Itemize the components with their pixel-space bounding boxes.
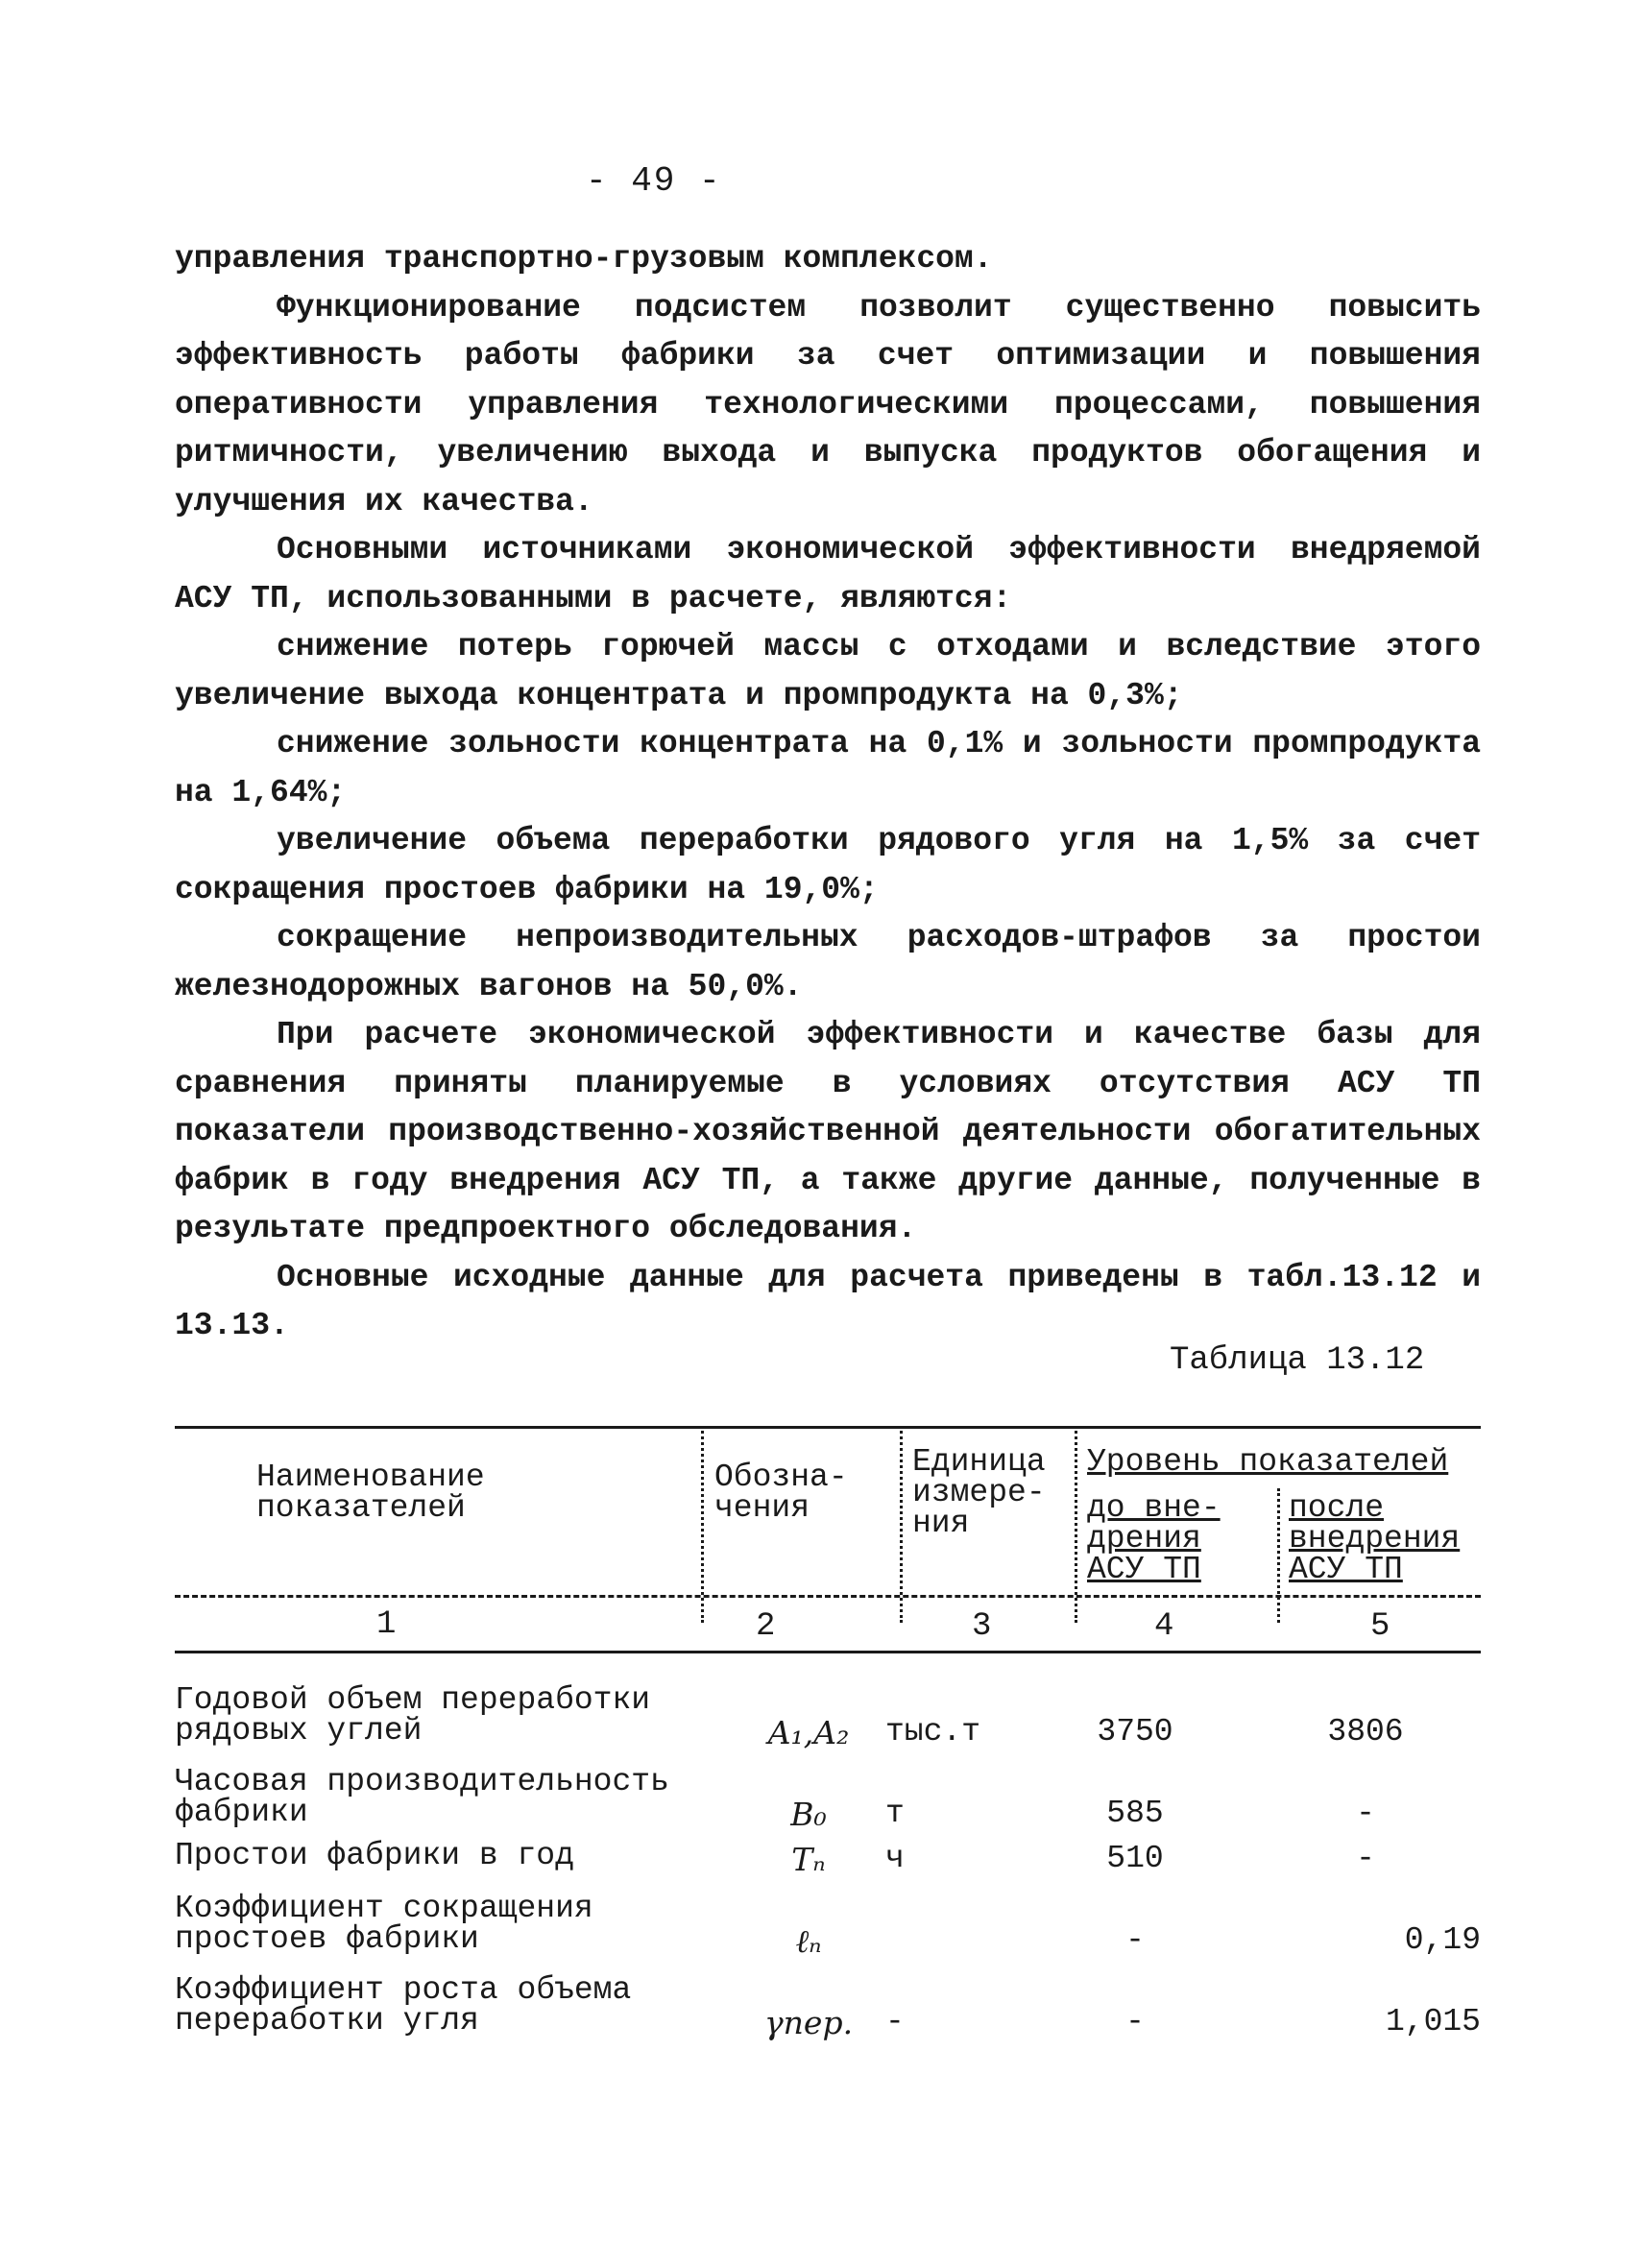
paragraph: снижение зольности концентрата на 0,1% и зольности промпродукта на 1,64%; xyxy=(175,726,1481,810)
row-name: Часовая производительность фабрики xyxy=(175,1764,669,1830)
table-top-rule xyxy=(175,1426,1481,1429)
row-before: 3750 xyxy=(1097,1714,1173,1749)
table-row xyxy=(175,1838,1481,1879)
header-dashed-rule xyxy=(175,1595,1481,1598)
row-symbol: γпер. xyxy=(763,2004,854,2041)
row-before: - xyxy=(1125,2004,1145,2039)
column-divider xyxy=(900,1426,903,1623)
header-level: Уровень показателей xyxy=(1087,1444,1449,1480)
header-unit: Единица измере-ния xyxy=(912,1444,1046,1541)
header-before: до вне-дрения АСУ ТП xyxy=(1087,1490,1221,1587)
header-after: после внедрения АСУ ТП xyxy=(1289,1490,1461,1587)
row-unit: тыс.т xyxy=(885,1714,981,1749)
row-symbol: Tₙ xyxy=(791,1841,826,1878)
row-name: Годовой объем переработки рядовых углей xyxy=(175,1682,651,1749)
paragraph: управления транспортно-грузовым комплексом. xyxy=(175,241,993,277)
column-number: 1 xyxy=(376,1606,397,1643)
paragraph: снижение потерь горючей массы с отходами и вследствие этого увеличение выхода концентрата и промпродукта на 0,3%; xyxy=(175,629,1481,713)
row-unit: - xyxy=(885,2004,905,2039)
row-before: 510 xyxy=(1106,1841,1164,1876)
column-number: 5 xyxy=(1370,1608,1390,1645)
body-text xyxy=(175,235,1481,1351)
header-name: Наименование показателей xyxy=(256,1460,485,1526)
row-unit: ч xyxy=(885,1841,905,1876)
paragraph: Функционирование подсистем позволит существенно повысить эффективность работы фабрики за счет оптимизации и повышения оперативности управления технологическими процессами, повышения ритмичности, увеличению выхода и выпуска продуктов обогащения и улучшения их качества. xyxy=(175,289,1481,519)
row-before: 585 xyxy=(1106,1796,1164,1831)
row-name: Простои фабрики в год xyxy=(175,1838,574,1873)
table-row xyxy=(175,1682,1481,1752)
table-row xyxy=(175,1891,1481,1961)
row-name: Коэффициент роста объема переработки угля xyxy=(175,1972,632,2039)
paragraph: Основными источниками экономической эффективности внедряемой АСУ ТП, использованными в расчете, являются: xyxy=(175,532,1481,616)
row-symbol: A₁,A₂ xyxy=(767,1714,850,1751)
paragraph: При расчете экономической эффективности и качестве базы для сравнения приняты планируемые в условиях отсутствия АСУ ТП показатели производственно-хозяйственной деятельности обогатительных фабрик в году внедрения АСУ ТП, а также другие данные, полученные в результате предпроектного обследования. xyxy=(175,1017,1481,1246)
paragraph: Основные исходные данные для расчета приведены в табл.13.12 и 13.13. xyxy=(175,1259,1481,1343)
row-symbol: ℓₙ xyxy=(795,1922,822,1960)
header-symbol: Обозна-чения xyxy=(714,1460,848,1526)
table-row xyxy=(175,1764,1481,1834)
column-divider xyxy=(1277,1488,1280,1623)
table-row xyxy=(175,1972,1481,2042)
row-before: - xyxy=(1125,1922,1145,1958)
page-number: - 49 - xyxy=(586,161,722,201)
table-caption: Таблица 13.12 xyxy=(1170,1342,1425,1379)
paragraph: увеличение объема переработки рядового угля на 1,5% за счет сокращения простоев фабрики на 19,0%; xyxy=(175,823,1481,907)
row-name: Коэффициент сокращения простоев фабрики xyxy=(175,1891,593,1957)
row-after: 3806 xyxy=(1327,1714,1404,1749)
row-unit: т xyxy=(885,1796,905,1831)
row-after: 0,19 xyxy=(1404,1922,1481,1958)
column-number-rule xyxy=(175,1651,1481,1653)
paragraph: сокращение непроизводительных расходов-штрафов за простои железнодорожных вагонов на 50,0%. xyxy=(175,920,1481,1004)
row-after: 1,015 xyxy=(1385,2004,1481,2039)
column-divider xyxy=(1075,1426,1077,1623)
column-number: 3 xyxy=(972,1608,992,1645)
row-symbol: B₀ xyxy=(790,1796,827,1833)
row-after: - xyxy=(1356,1796,1375,1831)
row-after: - xyxy=(1356,1841,1375,1876)
column-number: 2 xyxy=(756,1608,776,1645)
column-number: 4 xyxy=(1154,1608,1174,1645)
column-divider xyxy=(701,1426,704,1623)
